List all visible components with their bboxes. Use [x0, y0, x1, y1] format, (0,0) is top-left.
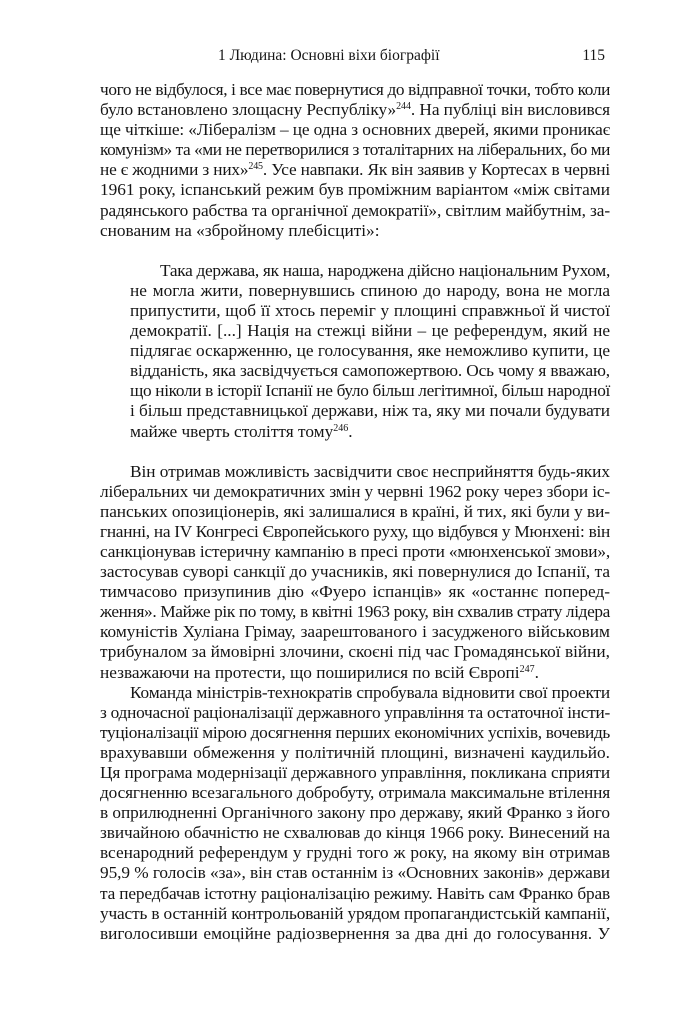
text-line: ліберальних чи демократичних змін у червні 1962 року через збори іс-: [100, 481, 610, 501]
paragraph-3: [100, 683, 610, 944]
text-line: та передбачав істотну раціоналізацію режиму. Навіть сам Франко брав: [100, 883, 610, 903]
page-body: [100, 80, 610, 944]
text-line: Ця програма модернізації державного управління, покликана сприяти: [100, 763, 610, 782]
block-quote: [100, 261, 610, 442]
text-line: було встановлено злощасну Республіку»$^{244}$. На публіці він висловився: [100, 100, 611, 120]
text-line: всенародний референдум у грудні того ж року, на якому він отримав: [100, 843, 610, 863]
text-line: врахувавши обмеження у політичній площині, визначені каудильйо.: [100, 742, 610, 762]
footnote-ref: 244: [396, 101, 411, 113]
running-head-title: 1 Людина: Основні віхи біографії: [218, 47, 440, 64]
text-line: виголосивши емоційне радіозвернення за два дні до голосування. У: [100, 923, 610, 943]
text-line: досягненню всезагального добробуту, отримала максимальне втілення: [100, 783, 610, 803]
quote-line: і більш представницької держави, ніж та, яку ми почали будувати: [130, 401, 610, 421]
text-line: 95,9 % голосів «за», він став останнім із «Основних законів» держави: [100, 863, 610, 883]
text-line: снованим на «збройному плебісциті»:: [100, 220, 380, 240]
quote-line: Така держава, як наша, народжена дійсно національним Рухом,: [160, 260, 610, 280]
paragraph-1: [100, 80, 610, 241]
quote-line: підлягає оскарженню, це голосування, яке неможливо купити, це: [130, 341, 610, 361]
quote-line: демократії. [...] Нація на стежці війни – це референдум, який не: [130, 321, 610, 341]
page-number: 115: [582, 47, 605, 64]
text-line: Він отримав можливість засвідчити своє несприйняття будь-яких: [130, 461, 610, 481]
text-line: з одночасної раціоналізації державного управління та остаточної інсти-: [100, 702, 610, 722]
text-line: незважаючи на протести, що поширилися по всій Європі$^{247}$.: [100, 662, 539, 682]
quote-line: припустити, щоб її хтось переміг у площині справжньої й чистої: [130, 300, 610, 320]
paragraph-2: [100, 462, 610, 683]
quote-line: не могла жити, повернувшись спиною до народу, вона не могла: [130, 280, 610, 300]
footnote-ref: 245: [248, 161, 263, 173]
text-line: чого не відбулося, і все має повернутися до відправної точки, тобто коли: [100, 80, 610, 99]
text-line: в оприлюдненні Органічного закону про державу, який Франко з його: [100, 803, 610, 823]
text-line: ще чіткіше: «Лібералізм – це одна з основних дверей, якими проникає: [100, 120, 611, 140]
text-line: участь в останній контрольованій урядом пропагандистській кампанії,: [100, 903, 610, 923]
text-line: радянського рабства та органічної демократії», світлим майбутнім, за-: [100, 200, 610, 220]
text-line: комунізм» та «ми не перетворилися з тоталітарних на ліберальних, бо ми: [100, 140, 610, 160]
text-line: туціоналізації мірою досягнення перших економічних успіхів, вочевидь: [100, 722, 610, 742]
text-line: гнанні, на IV Конгресі Європейського руху, що відбувся у Мюнхені: він: [100, 521, 610, 541]
footnote-ref: 247: [519, 663, 535, 675]
text-line: 1961 року, іспанський режим був проміжним варіантом «між світами: [100, 180, 610, 200]
text-line: Команда міністрів-технократів спробувала відновити свої проекти: [130, 682, 610, 702]
text-line: тимчасово призупинив дію «Фуеро іспанців» як «останнє поперед-: [100, 582, 610, 602]
text-line: трибуналом за ймовірні злочини, скоєні під час Громадянської війни,: [100, 642, 610, 662]
text-line: ження». Майже рік по тому, в квітні 1963 року, він схвалив страту лідера: [100, 602, 610, 622]
footnote-ref: 246: [333, 422, 349, 434]
quote-line: відданість, яка засвідчується самопожертвою. Ось чому я вважаю,: [130, 361, 610, 381]
text-line: застосував суворі санкції до учасників, які повернулися до Іспанії, та: [100, 562, 610, 582]
quote-line: що ніколи в історії Іспанії не було більш легітимної, більш народної: [130, 381, 610, 401]
text-line: комуністів Хуліана Грімау, заарештованого і засудженого військовим: [100, 622, 610, 642]
text-line: панських опозиціонерів, які залишалися в країні, й тих, які були у ви-: [100, 501, 610, 521]
text-line: санкціонував істеричну кампанію в пресі проти «мюнхенської змови»,: [100, 541, 610, 561]
text-line: не є жодними з них»$^{245}$. Усе навпаки. Як він заявив у Кортесах в червні: [100, 160, 610, 180]
text-line: звичайною обачністю не схвалював до кінця 1966 року. Винесений на: [100, 823, 611, 843]
quote-line: майже чверть століття тому$^{246}$.: [130, 421, 353, 441]
